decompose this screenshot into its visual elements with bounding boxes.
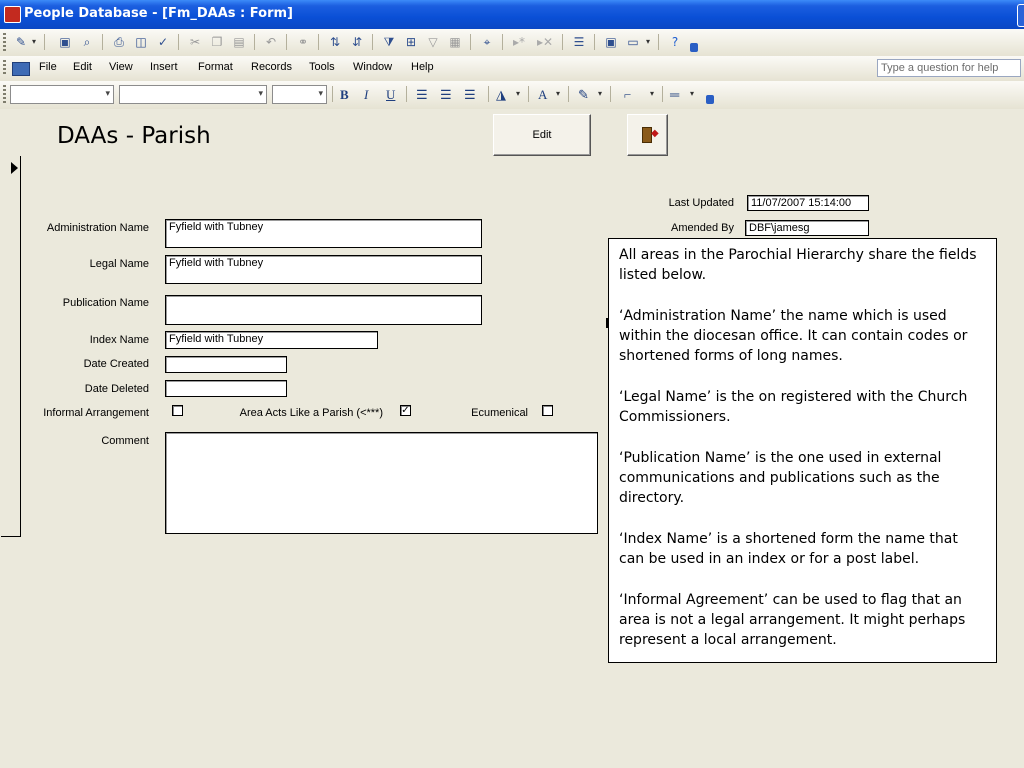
toolbar-separator <box>488 86 489 102</box>
filter-by-form-icon[interactable]: ⊞ <box>405 35 417 49</box>
font-size-select[interactable] <box>272 85 327 104</box>
italic-icon[interactable]: I <box>364 87 369 102</box>
date-deleted-label: Date Deleted <box>84 383 149 395</box>
find-icon[interactable]: ⌖ <box>483 34 491 49</box>
legal-name-label: Legal Name <box>89 258 149 270</box>
bold-icon[interactable]: B <box>340 87 349 102</box>
sort-ascending-icon[interactable]: ⇅ <box>329 35 341 49</box>
callout-paragraph: ‘Informal Agreement’ can be used to flag that an area is not a legal arrangement. It might perhaps represent a local arrangement. <box>619 592 966 648</box>
publication-name-field[interactable] <box>165 295 482 325</box>
comment-label: Comment <box>101 435 149 447</box>
legal-name-field[interactable]: Fyfield with Tubney <box>165 255 482 284</box>
chevron-down-icon[interactable]: ▾ <box>556 89 561 98</box>
toolbar-separator <box>562 34 563 50</box>
toolbar-separator <box>528 86 529 102</box>
toolbar-separator <box>286 34 287 50</box>
sort-descending-icon[interactable]: ⇵ <box>351 35 363 49</box>
paste-icon[interactable]: ▤ <box>233 35 245 49</box>
menu-help[interactable]: Help <box>411 61 434 73</box>
index-name-label: Index Name <box>89 334 149 346</box>
form-control-icon[interactable] <box>12 62 30 76</box>
spelling-icon[interactable]: ✓ <box>157 35 169 49</box>
print-icon[interactable]: ⎙ <box>114 34 124 49</box>
special-effect-icon[interactable]: ⌐ <box>624 87 632 102</box>
menu-bar <box>0 56 1024 82</box>
toolbar-separator <box>254 34 255 50</box>
callout-paragraph: ‘Legal Name’ is the on registered with the Church Commissioners. <box>619 389 968 425</box>
index-name-field[interactable]: Fyfield with Tubney <box>165 331 378 349</box>
last-updated-label: Last Updated <box>668 197 734 209</box>
chevron-down-icon[interactable]: ▾ <box>598 89 603 98</box>
informal-arrangement-label: Informal Arrangement <box>43 407 149 419</box>
date-deleted-field[interactable] <box>165 380 287 397</box>
chevron-down-icon[interactable]: ▾ <box>646 37 651 46</box>
window-title: People Database - [Fm_DAAs : Form] <box>24 6 293 21</box>
callout-paragraph: ‘Publication Name’ is the one used in external communications and publications such as the directory. <box>619 450 942 506</box>
toolbar-separator <box>568 86 569 102</box>
date-created-label: Date Created <box>83 358 149 370</box>
date-created-field[interactable] <box>165 356 287 373</box>
font-color-icon[interactable]: A <box>538 87 548 102</box>
admin-name-field[interactable]: Fyfield with Tubney <box>165 219 482 248</box>
object-select[interactable] <box>10 85 114 104</box>
formatting-toolbar <box>0 81 1024 110</box>
toolbar-separator <box>502 34 503 50</box>
line-color-icon[interactable]: ✎ <box>578 87 589 102</box>
file-search-icon[interactable]: ⌕ <box>83 34 91 49</box>
ecumenical-checkbox[interactable] <box>542 405 553 416</box>
menu-records[interactable]: Records <box>251 61 292 73</box>
toolbar-separator <box>44 34 45 50</box>
toolbar-options-icon[interactable] <box>690 43 698 52</box>
advanced-filter-icon[interactable]: ▦ <box>449 35 461 49</box>
record-selector[interactable] <box>1 156 21 537</box>
admin-name-label: Administration Name <box>46 222 149 234</box>
callout-paragraph: ‘Administration Name’ the name which is used within the diocesan office. It can contain codes or shortened forms of long names. <box>619 308 968 364</box>
toolbar-separator <box>658 34 659 50</box>
toolbar-grip[interactable] <box>3 85 6 103</box>
menu-edit[interactable]: Edit <box>73 61 92 73</box>
save-icon[interactable]: ▣ <box>59 35 71 49</box>
callout-paragraph: ‘Index Name’ is a shortened form the name that can be used in an index or for a post label. <box>619 531 958 567</box>
toolbar-grip[interactable] <box>3 33 6 51</box>
toolbar-separator <box>332 86 333 102</box>
toolbar-grip[interactable] <box>3 60 6 76</box>
menu-tools[interactable]: Tools <box>309 61 335 73</box>
new-object-icon[interactable]: ▭ <box>627 35 639 49</box>
undo-icon[interactable]: ↶ <box>265 35 277 49</box>
exit-arrow-icon: ◆ <box>651 128 659 139</box>
parish-acts-checkbox[interactable]: ✓ <box>401 405 410 416</box>
align-center-icon[interactable]: ☰ <box>440 87 452 102</box>
informal-arrangement-checkbox[interactable] <box>172 405 183 416</box>
align-left-icon[interactable]: ☰ <box>416 87 428 102</box>
toolbar-separator <box>470 34 471 50</box>
explanation-callout <box>608 238 997 663</box>
publication-name-label: Publication Name <box>62 297 149 309</box>
toolbar-separator <box>662 86 663 102</box>
toolbar-separator <box>610 86 611 102</box>
database-window-icon[interactable]: ▣ <box>605 35 617 49</box>
amended-by-field[interactable]: DBF\jamesg <box>745 220 869 236</box>
access-app-icon[interactable] <box>4 6 21 23</box>
menu-window[interactable]: Window <box>353 61 393 73</box>
ecumenical-label: Ecumenical <box>471 407 528 419</box>
cut-icon[interactable]: ✂ <box>189 35 201 49</box>
filter-by-selection-icon[interactable]: ⧩ <box>383 34 395 49</box>
properties-icon[interactable]: ☰ <box>573 35 585 49</box>
last-updated-field[interactable]: 11/07/2007 15:14:00 <box>747 195 869 211</box>
title-bar <box>0 0 1024 29</box>
help-question-input[interactable]: Type a question for help <box>877 59 1021 77</box>
underline-icon[interactable]: U <box>386 87 396 102</box>
view-icon[interactable]: ✎ <box>15 35 27 49</box>
chevron-down-icon[interactable]: ▾ <box>516 89 521 98</box>
comment-field[interactable] <box>165 432 598 534</box>
current-record-arrow-icon <box>11 162 18 174</box>
toolbar-options-icon[interactable] <box>706 95 714 104</box>
menu-view[interactable]: View <box>109 61 133 73</box>
edit-button[interactable]: Edit <box>493 114 591 156</box>
toolbar-separator <box>318 34 319 50</box>
toolbar-separator <box>102 34 103 50</box>
toolbar-separator <box>406 86 407 102</box>
callout-paragraph: All areas in the Parochial Hierarchy share the fields listed below. <box>619 247 977 283</box>
window-control-edge[interactable] <box>1017 4 1024 27</box>
close-form-button[interactable] <box>627 114 668 156</box>
form-view-toolbar <box>0 29 1024 57</box>
font-name-select[interactable] <box>119 85 267 104</box>
chevron-down-icon[interactable]: ▾ <box>32 37 37 46</box>
chevron-down-icon[interactable]: ▾ <box>650 89 655 98</box>
fill-color-icon[interactable]: ◮ <box>496 87 506 102</box>
delete-record-icon[interactable]: ▸✕ <box>536 35 554 49</box>
parish-acts-label: Area Acts Like a Parish (<***) <box>239 407 383 419</box>
apply-filter-icon[interactable]: ▽ <box>428 35 438 49</box>
menu-file[interactable]: File <box>39 61 57 73</box>
hyperlink-icon[interactable]: ⚭ <box>297 35 309 49</box>
amended-by-label: Amended By <box>671 222 734 234</box>
new-record-icon[interactable]: ▸* <box>512 35 526 49</box>
menu-insert[interactable]: Insert <box>150 61 178 73</box>
toolbar-separator <box>372 34 373 50</box>
toolbar-separator <box>594 34 595 50</box>
print-preview-icon[interactable]: ◫ <box>135 35 147 49</box>
toolbar-separator <box>178 34 179 50</box>
menu-format[interactable]: Format <box>198 61 233 73</box>
help-icon[interactable]: ? <box>671 35 679 49</box>
form-title: DAAs - Parish <box>57 123 211 149</box>
chevron-down-icon[interactable]: ▾ <box>690 89 695 98</box>
align-right-icon[interactable]: ☰ <box>464 87 476 102</box>
copy-icon[interactable]: ❐ <box>211 35 223 49</box>
line-width-icon[interactable]: ═ <box>670 87 680 102</box>
